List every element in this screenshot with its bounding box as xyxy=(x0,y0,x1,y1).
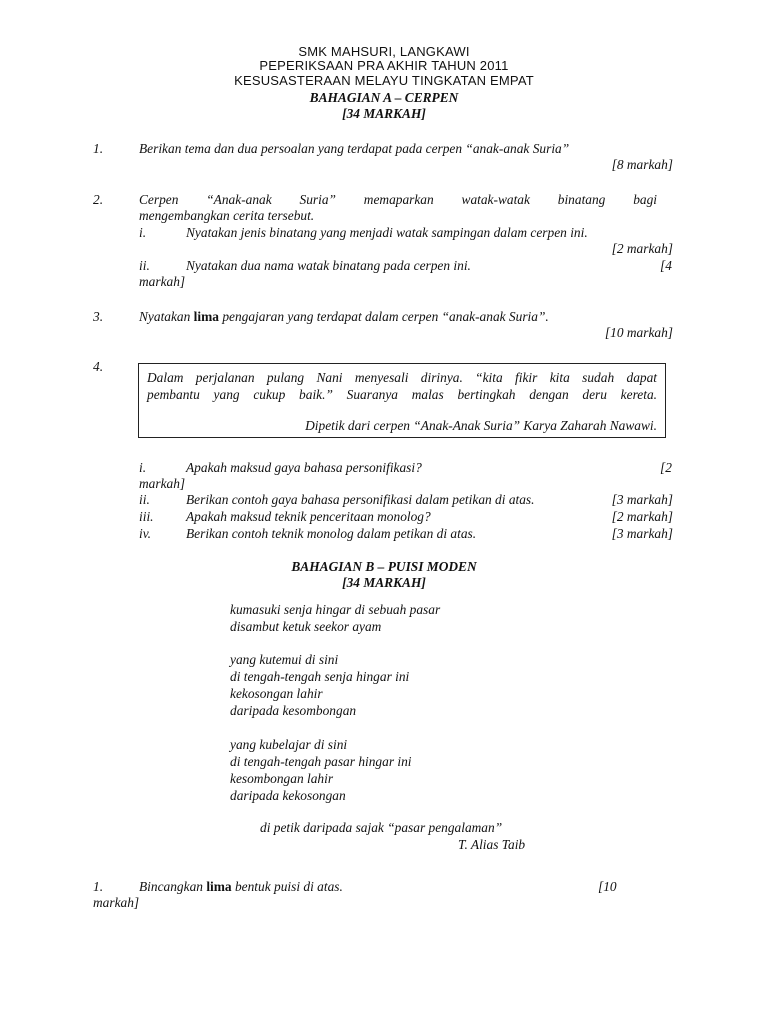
question-4-iii-text: Apakah maksud teknik penceritaan monolog? xyxy=(186,509,431,524)
question-4-i-text: Apakah maksud gaya bahasa personifikasi? xyxy=(186,460,422,475)
question-4-iii-number: iii. xyxy=(139,509,154,524)
question-4-i-marks-a: [2 xyxy=(660,460,672,475)
section-b-question-1-post: bentuk puisi di atas. xyxy=(231,879,343,894)
poem-line: yang kubelajar di sini xyxy=(230,737,348,752)
poem-line: yang kutemui di sini xyxy=(230,652,339,667)
question-2-ii-number: ii. xyxy=(139,258,150,273)
question-4-iv-text: Berikan contoh teknik monolog dalam petikan di atas. xyxy=(186,526,477,541)
question-2-line-2: mengembangkan cerita tersebut. xyxy=(139,208,315,223)
question-3-pre: Nyatakan xyxy=(139,309,194,324)
question-4-iv-marks: [3 markah] xyxy=(611,526,673,541)
section-b-question-1-number: 1. xyxy=(93,879,104,894)
poem-author: T. Alias Taib xyxy=(458,837,526,852)
question-1-text: Berikan tema dan dua persoalan yang terdapat pada cerpen “anak-anak Suria” xyxy=(139,141,570,156)
section-b-question-1-marks-a: [10 xyxy=(598,879,617,894)
poem-line: daripada kesombongan xyxy=(230,703,357,718)
question-4-i-marks-b: markah] xyxy=(139,476,186,491)
poem-source: di petik daripada sajak “pasar pengalaman” xyxy=(260,820,503,835)
poem-line: kumasuki senja hingar di sebuah pasar xyxy=(230,602,441,617)
poem-line: di tengah-tengah pasar hingar ini xyxy=(230,754,412,769)
question-2-i-marks: [2 markah] xyxy=(611,241,673,256)
section-b-question-1-bold: lima xyxy=(206,879,232,894)
section-a-marks: [34 MARKAH] xyxy=(342,106,426,121)
excerpt-line-1: Dalam perjalanan pulang Nani menyesali dirinya. “kita fikir kita sudah dapat xyxy=(147,370,657,385)
section-b-title: BAHAGIAN B – PUISI MODEN xyxy=(291,559,477,574)
question-3-text xyxy=(139,309,549,325)
question-4-iii-marks: [2 markah] xyxy=(611,509,673,524)
question-1-number: 1. xyxy=(93,141,104,156)
question-3-post: pengajaran yang terdapat dalam cerpen “anak-anak Suria”. xyxy=(218,309,549,324)
question-1-marks: [8 markah] xyxy=(611,157,673,172)
question-4-iv-number: iv. xyxy=(139,526,152,541)
section-b-question-1-marks-b: markah] xyxy=(93,895,140,910)
poem-line: kesombongan lahir xyxy=(230,771,334,786)
poem-line: kekosongan lahir xyxy=(230,686,323,701)
section-b-question-1-text xyxy=(139,879,343,895)
question-3-marks: [10 markah] xyxy=(604,325,673,340)
section-b-question-1-pre: Bincangkan xyxy=(139,879,207,894)
question-2-ii-text: Nyatakan dua nama watak binatang pada cerpen ini. xyxy=(186,258,471,273)
poem-line: disambut ketuk seekor ayam xyxy=(230,619,382,634)
question-3-bold: lima xyxy=(193,309,219,324)
question-4-number: 4. xyxy=(93,359,104,374)
exam-title: PEPERIKSAAN PRA AKHIR TAHUN 2011 xyxy=(259,58,509,73)
question-4-i-number: i. xyxy=(139,460,147,475)
question-3-number: 3. xyxy=(93,309,104,324)
excerpt-source: Dipetik dari cerpen “Anak-Anak Suria” Karya Zaharah Nawawi. xyxy=(305,418,657,433)
question-2-line-1: Cerpen “Anak-anak Suria” memaparkan watak-watak binatang bagi xyxy=(139,192,657,207)
school-name: SMK MAHSURI, LANGKAWI xyxy=(298,44,470,59)
poem-line: daripada kekosongan xyxy=(230,788,346,803)
subject-title: KESUSASTERAAN MELAYU TINGKATAN EMPAT xyxy=(234,73,534,88)
question-4-ii-number: ii. xyxy=(139,492,150,507)
section-b-marks: [34 MARKAH] xyxy=(342,575,426,590)
poem-line: di tengah-tengah senja hingar ini xyxy=(230,669,410,684)
question-4-ii-marks: [3 markah] xyxy=(611,492,673,507)
question-2-i-number: i. xyxy=(139,225,147,240)
question-4-ii-text: Berikan contoh gaya bahasa personifikasi dalam petikan di atas. xyxy=(186,492,535,507)
question-2-ii-marks-a: [4 xyxy=(660,258,672,273)
question-2-i-text: Nyatakan jenis binatang yang menjadi watak sampingan dalam cerpen ini. xyxy=(186,225,588,240)
question-2-ii-marks-b: markah] xyxy=(139,274,186,289)
question-2-number: 2. xyxy=(93,192,104,207)
section-a-title: BAHAGIAN A – CERPEN xyxy=(309,90,459,105)
excerpt-line-2: pembantu yang cukup baik.” Suaranya malas bertingkah dengan deru kereta. xyxy=(147,387,657,402)
excerpt-box xyxy=(138,363,666,438)
